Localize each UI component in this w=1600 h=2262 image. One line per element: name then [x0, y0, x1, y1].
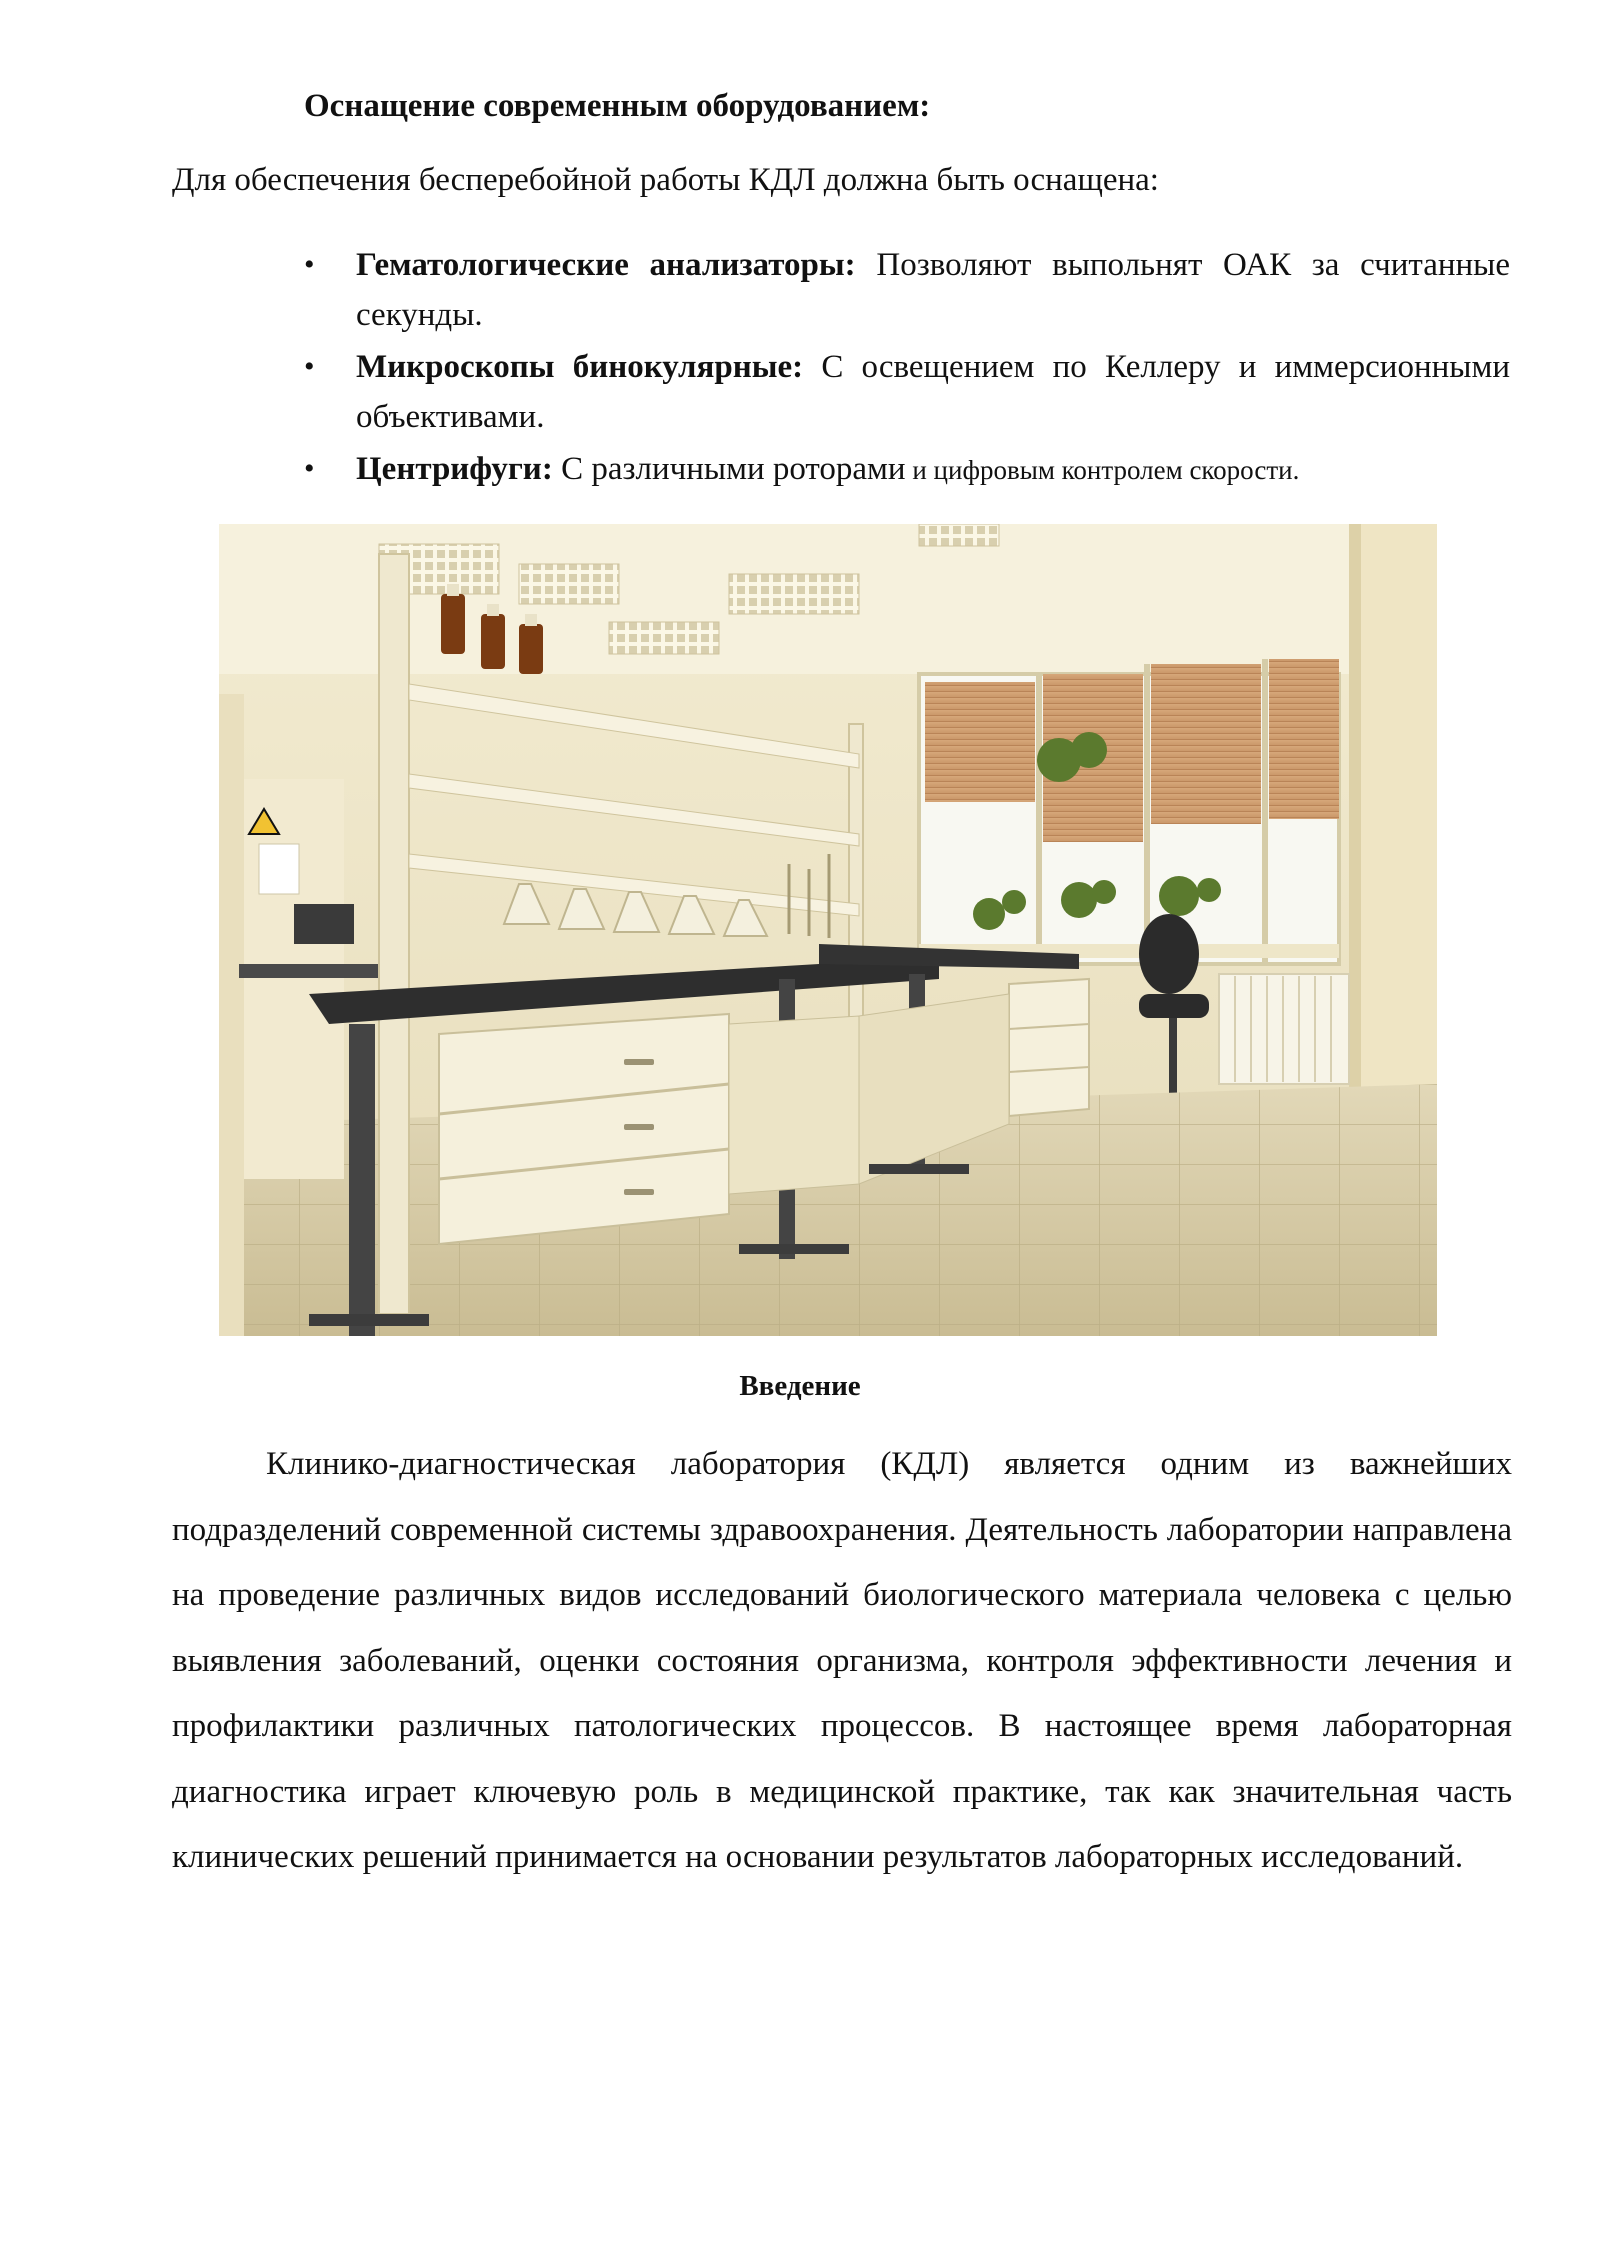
equipment-description: С освещением по Келлеру и иммерсионными объективами.	[356, 349, 1510, 435]
intro-paragraph: Клинико-диагностическая лаборатория (КДЛ) является одним из важнейших подразделений современной системы здравоохранения. Деятельность лаборатории направлена на проведение различных видов исследований биологического материала человека с целью выявления заболеваний, оценки состояния организма, контроля эффективности лечения и профилактики различных патологических процессов. В настоящее время лабораторная диагностика играет ключевую роль в медицинской практике, так как значительная часть клинических решений принимается на основании результатов лабораторных исследований.	[172, 1446, 1512, 1875]
equipment-term: Центрифуги:	[356, 451, 553, 487]
laboratory-photo	[219, 524, 1437, 1336]
equipment-term: Гематологические анализаторы:	[356, 247, 856, 283]
list-item	[300, 444, 1510, 495]
equipment-term: Микроскопы бинокулярные:	[356, 349, 804, 385]
equipment-description: Позволяют выпольнят ОАК за считанные секунды.	[356, 247, 1510, 333]
bullet-icon: •	[304, 248, 315, 281]
equipment-description-small: и цифровым контролем скорости.	[905, 455, 1300, 485]
equipment-list	[300, 240, 1510, 495]
laboratory-illustration	[219, 524, 1437, 1336]
bullet-icon: •	[304, 350, 315, 383]
equipment-description: С различными роторами	[552, 451, 906, 487]
equipment-heading: Оснащение современным оборудованием:	[304, 88, 931, 124]
list-item	[300, 342, 1510, 442]
section-title: Введение	[739, 1370, 861, 1402]
bullet-icon: •	[304, 452, 315, 485]
list-item	[300, 240, 1510, 340]
intro-line: Для обеспечения бесперебойной работы КДЛ должна быть оснащена:	[172, 162, 1159, 198]
